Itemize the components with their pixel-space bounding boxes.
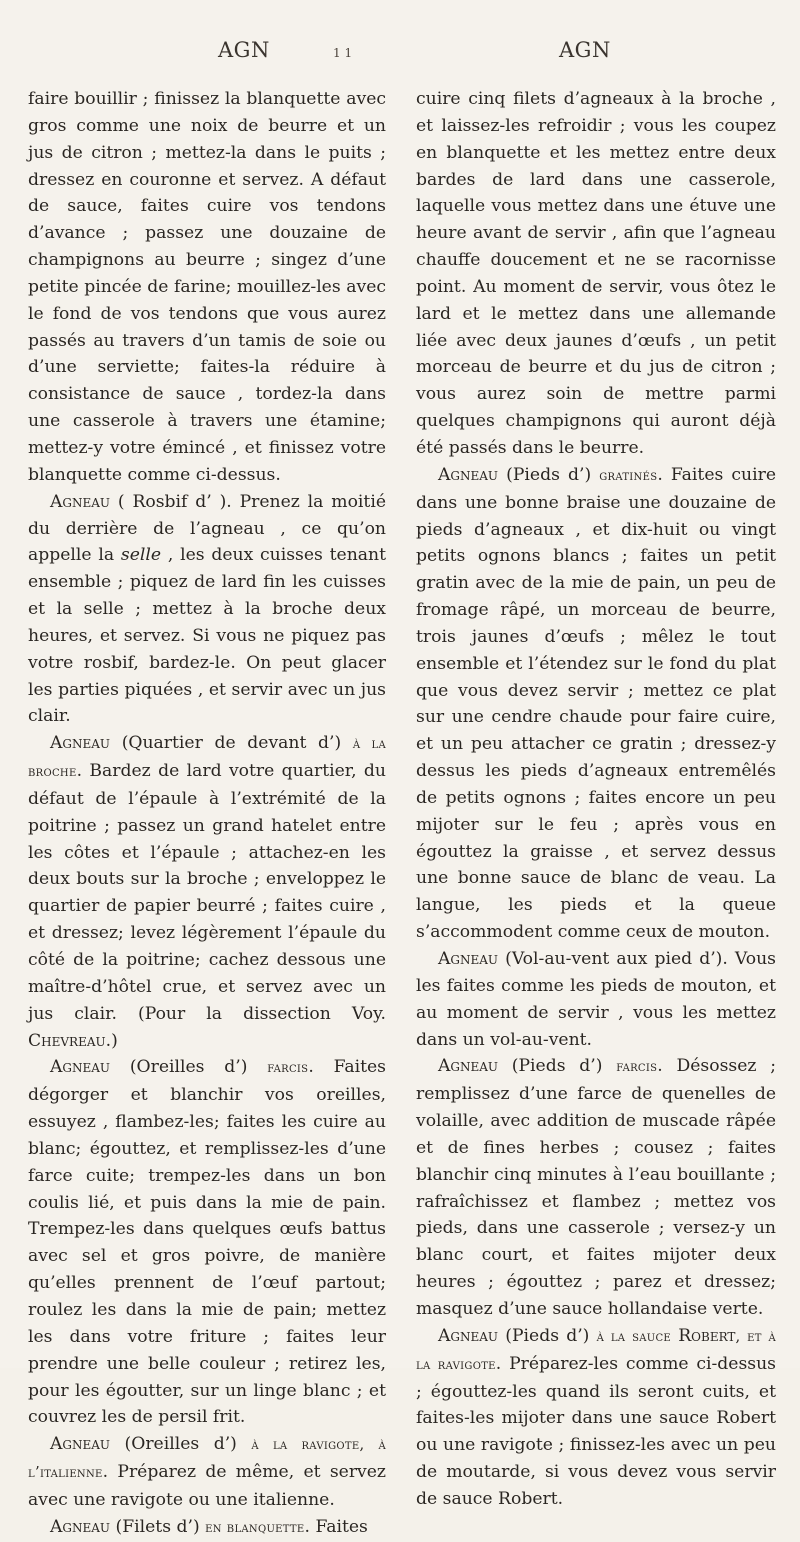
running-head-right: AGN (559, 38, 611, 62)
entry-pieds-gratines (416, 462, 776, 946)
cross-reference: Chevreau (28, 1030, 106, 1051)
entry-subtitle: à la ravigote, à l’italienne (28, 1436, 387, 1482)
paragraph-blanquette-end: faire bouillir ; finissez la blanquette avec gros comme une noix de beurre et un jus de citron ; mettez-la dans le puits ; dressez en couronne et servez. A défaut de sauce, faites cuire vos tendons d’avance ; passez une douzaine de champignons au beurre ; singez d’une petite pincée de farine; mouillez-les avec le fond de vos tendons que vous aurez passés au travers d’un tamis de soie ou d’une serviette; faites-la réduire à consistance de sauce , tordez-la dans une casserole à travers une étamine; mettez-y votre émincé , et finissez votre blanquette comme ci-dessus. (28, 89, 386, 485)
running-head-left: AGN (218, 38, 270, 62)
entry-filets-blanquette (28, 1514, 386, 1542)
entry-subtitle: , et à la ravigote (416, 1327, 777, 1373)
entry-title: (Oreilles d’) (110, 1057, 268, 1078)
entry-italic-word: selle (120, 545, 162, 566)
entry-quartier-de-devant (28, 730, 386, 1054)
entry-text: . Préparez-les comme ci-dessus ; égouttez-les quand ils seront cuits, et faites-les mijoter dans une sauce Robert ou une ravigote ; finissez-les avec un peu de moutarde, si vous devez vous servir de sauce Robert. (416, 1353, 776, 1509)
entry-text: . Faites (304, 1516, 368, 1537)
entry-title: (Filets d’) (110, 1516, 206, 1537)
entry-rosbif (28, 489, 386, 731)
entry-text: . Bardez de lard votre quartier, du défaut de l’épaule à l’extrémité de la poitrine ; passez un grand hatelet entre les côtes et l’épaule ; attachez-en les deux bouts sur la broche ; enveloppez le quartier de papier beurré ; faites cuire , et dressez; levez légèrement l’épaule du côté de la poitrine; cachez dessous une maître-d’hôtel crue, et servez avec un jus clair. (Pour la dissection Voy. (28, 761, 386, 1024)
page-number: 1 1 (333, 46, 353, 60)
entry-pieds-sauce-robert (416, 1323, 776, 1513)
entry-head: Agneau (50, 1434, 111, 1455)
entry-subtitle: gratinés (599, 466, 658, 484)
entry-text: . Faites cuire dans une bonne braise une douzaine de pieds d’agneaux , et dix-huit ou vingt petits ognons blancs ; faites un petit gratin avec de la mie de pain, un peu de fromage râpé, un morceau de beurre, trois jaunes d’œufs ; mêlez le tout ensemble et l’étendez sur le fond du plat que vous devez servir ; mettez ce plat sur une cendre chaude pour faire cuire, et un peu attacher ce gratin ; dressez-y dessus les pieds d’agneaux entremêlés de petits ognons ; faites encore un peu mijoter sur le feu ; après vous en égouttez la graisse , et servez dessus une bonne sauce de blanc de veau. La langue, les pieds et la queue s’accommodent comme ceux de mouton. (416, 464, 776, 943)
entry-subtitle: farcis (616, 1058, 658, 1076)
entry-head: Agneau (438, 949, 499, 969)
paragraph-filets-continued: cuire cinq filets d’agneaux à la broche , et laissez-les refroidir ; vous les coupez en blanquette et les mettez entre deux bardes de lard dans une casserole, laquelle vous mettez dans une étuve une heure avant de servir , afin que l’agneau chauffe doucement et ne se racornisse point. Au moment de servir, vous ôtez le lard et le mettez dans une allemande liée avec deux jaunes d’œufs , un petit morceau de beurre et du jus de citron ; vous aurez soin de mettre parmi quelques champignons qui auront déjà été passés dans le beurre. (416, 89, 776, 458)
entry-title: (Vol-au-vent aux pied d’). (498, 949, 735, 969)
left-column (28, 86, 386, 1542)
entry-title: (Pieds d’) (498, 1325, 597, 1346)
entry-text: . Préparez de même, et servez avec une ravigote ou une italienne. (28, 1462, 386, 1510)
entry-text: . Désossez ; remplissez d’une farce de quenelles de volaille, avec addition de muscade râpée et de fines herbes ; cousez ; faites blanchir cinq minutes à l’eau bouillante ; rafraîchissez et flambez ; mettez vos pieds, dans une casserole ; versez-y un blanc court, et faites mijoter deux heures ; égouttez ; parez et dressez; masquez d’une sauce hollandaise verte. (416, 1056, 776, 1319)
entry-subtitle: à la sauce (596, 1327, 672, 1345)
entry-text-end: .) (105, 1030, 118, 1051)
entry-head: Agneau (438, 1056, 499, 1077)
entry-head: Agneau (50, 1516, 111, 1537)
entry-text: . Faites dégorger et blanchir vos oreilles, essuyez , flambez-les; faites les cuire au blanc; égouttez, et remplissez-les d’une farce cuite; trempez-les dans un bon coulis lié, et puis dans la mie de pain. Trempez-les dans quelques œufs battus avec sel et gros poivre, de manière qu’elles prennent de l’œuf partout; roulez les dans la mie de pain; mettez les dans votre friture ; faites leur prendre une belle couleur ; retirez les, pour les égoutter, sur un linge blanc ; et couvrez les de persil frit. (28, 1057, 386, 1428)
entry-text: , les deux cuisses tenant ensemble ; piquez de lard fin les cuisses et la selle ; mettez à la broche deux heures, et servez. Si vous ne piquez pas votre rosbif, bardez-le. On peut glacer les parties piquées , et servir avec un jus clair. (28, 545, 387, 727)
entry-oreilles-farcis (28, 1054, 386, 1431)
entry-subtitle: farcis (267, 1059, 309, 1077)
entry-head: Agneau (50, 1057, 111, 1078)
entry-head: Agneau (438, 1325, 499, 1346)
entry-text: Vous les faites comme les pieds de mouton, et au moment de servir , vous les mettez dans un vol-au-vent. (416, 949, 776, 1050)
right-column (416, 86, 776, 1513)
entry-head: Agneau (438, 464, 499, 485)
entry-pieds-farcis (416, 1053, 776, 1322)
entry-title: (Oreilles d’) (110, 1434, 252, 1455)
entry-head: Agneau (50, 733, 111, 754)
entry-text: Prenez la moitié du derrière de l’agneau , ce qu’on appelle la (28, 491, 386, 566)
entry-title: (Pieds d’) (498, 1056, 617, 1077)
entry-title: (Quartier de devant d’) (110, 733, 353, 754)
entry-head: Agneau (50, 491, 111, 512)
entry-title-robert: Robert (671, 1325, 736, 1346)
entry-title: ( Rosbif d’ ). (110, 491, 240, 512)
entry-title: (Pieds d’) (498, 464, 600, 485)
entry-oreilles-ravigote (28, 1431, 386, 1514)
entry-vol-au-vent (416, 946, 776, 1053)
entry-subtitle: en blanquette (205, 1518, 305, 1536)
entry-subtitle: à la broche (28, 735, 387, 781)
